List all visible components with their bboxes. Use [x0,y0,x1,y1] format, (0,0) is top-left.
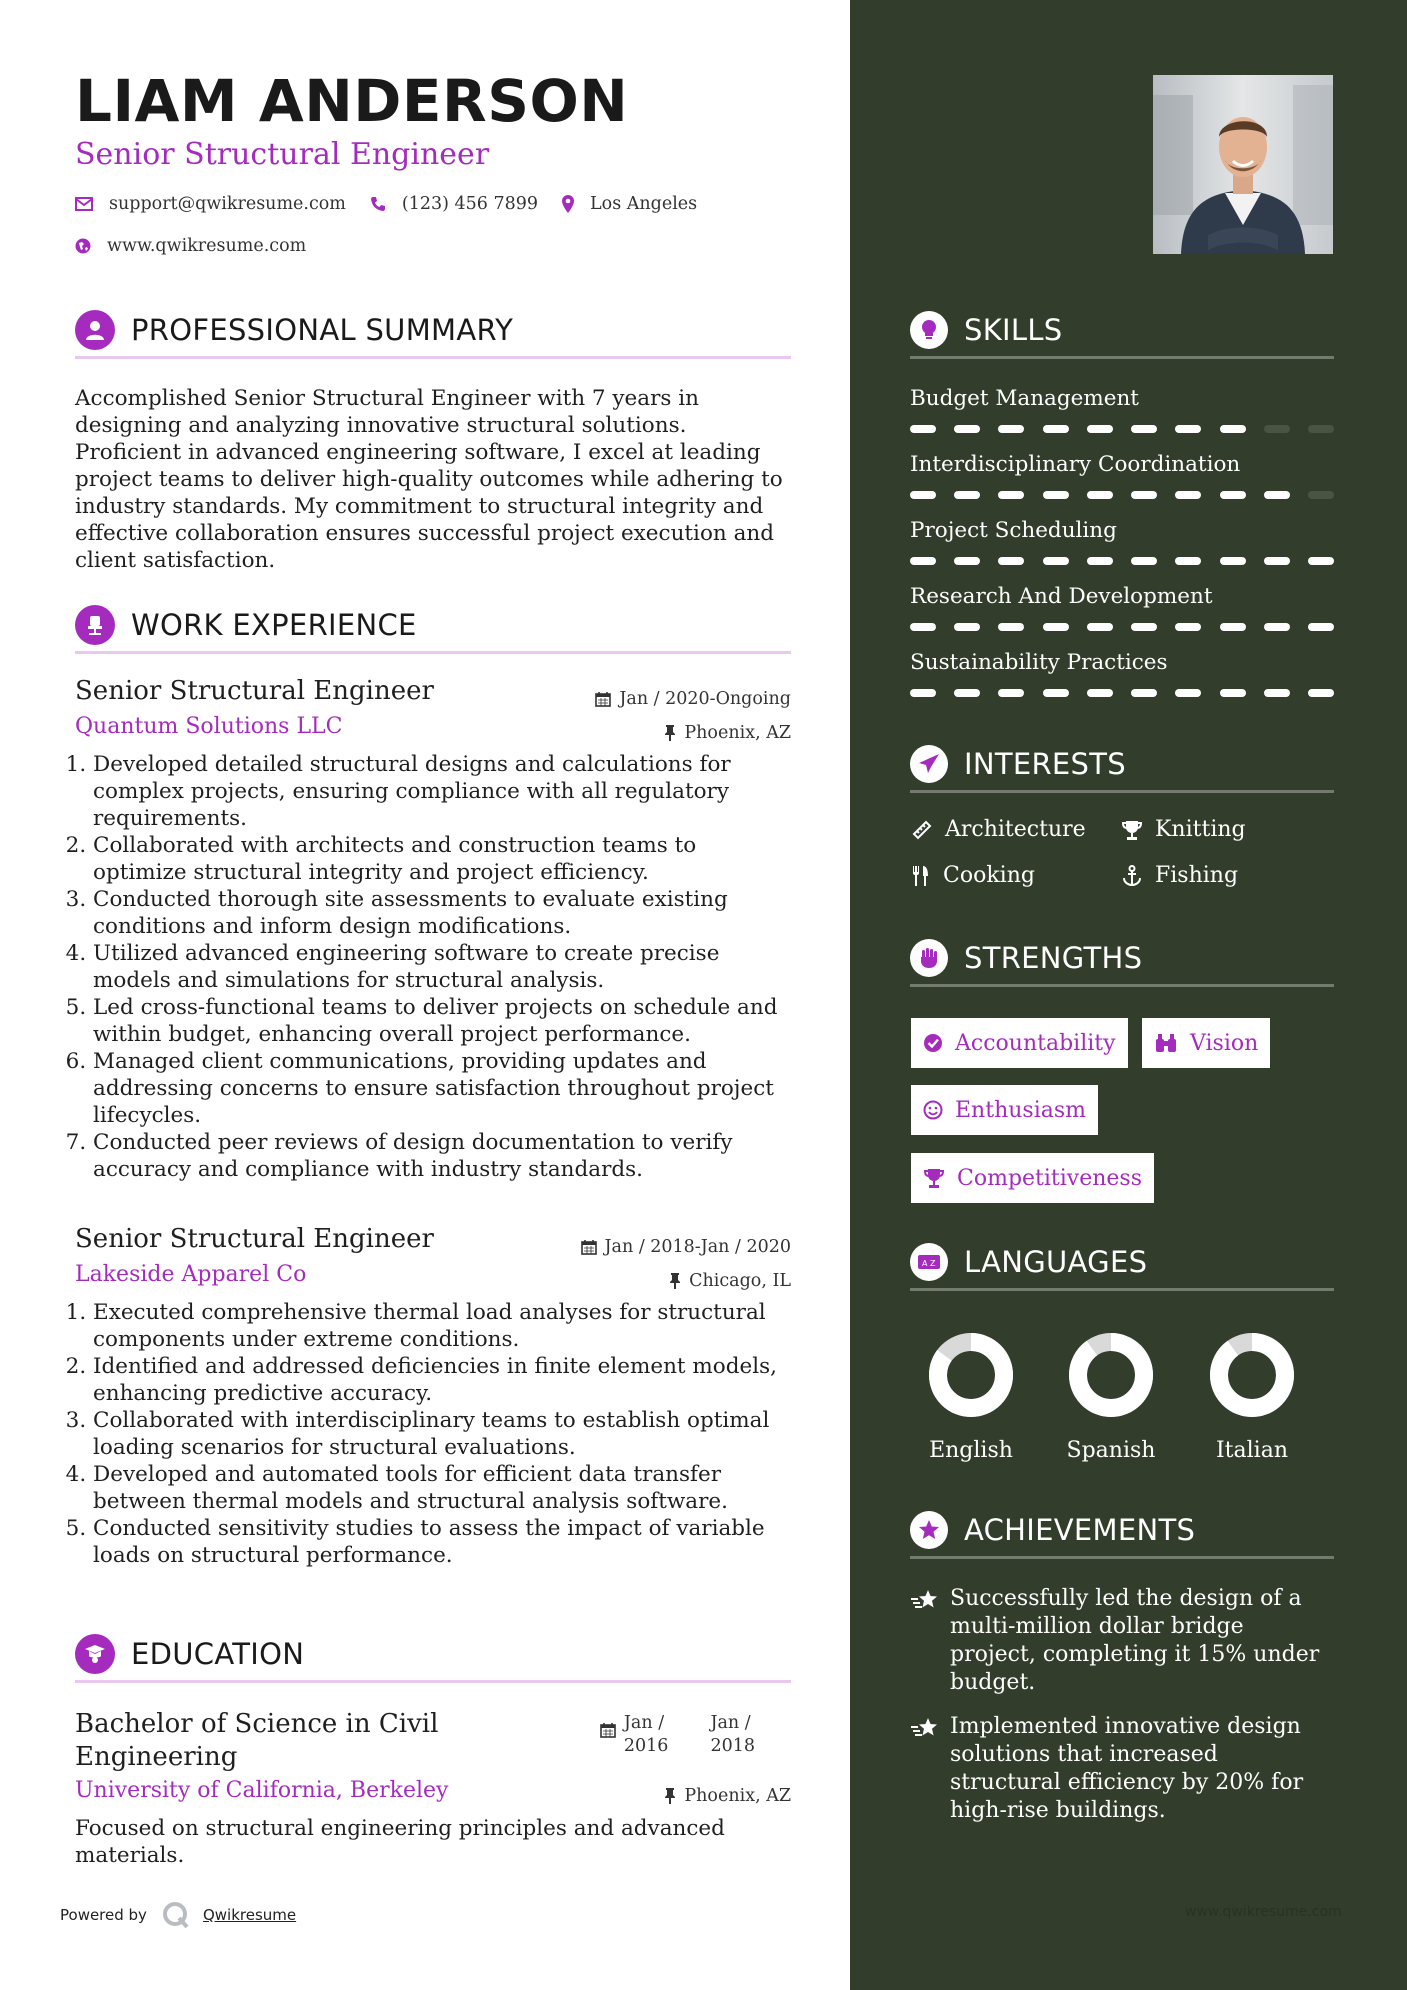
job-location-text: Phoenix, AZ [684,723,791,743]
skill-level-segment [1131,557,1157,565]
interests-heading [910,747,1334,793]
skill-level-segment [910,425,936,433]
summary-heading-label: PROFESSIONAL SUMMARY [131,312,514,347]
list-item: 1. Executed comprehensive thermal load analyses for structural components under extreme conditions. [93,1299,791,1353]
skill-level-segment [1131,689,1157,697]
phone-icon [370,196,386,212]
skill-level-segment [1043,623,1069,631]
powered-by [60,1900,296,1930]
job-location [669,1271,791,1291]
language-item [1192,1330,1312,1463]
languages-heading-label: LANGUAGES [964,1244,1148,1279]
education-heading [75,1637,791,1683]
achievement-item [910,1585,1334,1697]
skill-item [910,518,1334,565]
skill-level-segment [1131,623,1157,631]
education-location-text: Phoenix, AZ [684,1786,791,1806]
skill-level-segment [1308,425,1334,433]
skill-level-segment [1087,623,1113,631]
skill-level-segment [1264,491,1290,499]
education-start-month: Jan / [623,1713,665,1733]
list-item: 2. Collaborated with architects and construction teams to optimize structural integrity and project efficiency. [93,832,791,886]
contact-email[interactable] [75,194,346,214]
skill-level-segment [1175,557,1201,565]
interest-label: Architecture [945,817,1086,842]
skill-level-segment [1043,491,1069,499]
skill-name: Budget Management [910,386,1139,411]
education-dates [600,1712,755,1758]
contact-row-2 [75,236,330,256]
skill-name: Project Scheduling [910,518,1117,543]
skill-level-segment [1175,689,1201,697]
skill-name: Interdisciplinary Coordination [910,452,1241,477]
skill-level-segment [1087,557,1113,565]
skill-level-segment [1175,491,1201,499]
skill-level-segment [1308,557,1334,565]
envelope-icon [75,197,93,211]
contact-phone[interactable] [370,194,538,214]
job-date [581,1237,791,1257]
pushpin-icon [664,725,676,741]
paper-plane-icon [910,745,948,783]
interest-item [1121,863,1238,888]
ruler-pencil-icon [911,819,933,841]
calendar-icon [600,1722,616,1738]
list-item: 4. Developed and automated tools for efficient data transfer between thermal models and structural analysis software. [93,1461,791,1515]
skills-heading [910,313,1334,359]
skill-level-segment [954,425,980,433]
list-item: 3. Conducted thorough site assessments to evaluate existing conditions and inform design modifications. [93,886,791,940]
interest-item [911,863,1035,888]
skill-level-bar [910,623,1334,631]
skill-level-segment [954,623,980,631]
summary-text: Accomplished Senior Structural Engineer with 7 years in designing and analyzing innovative structural solutions. Proficient in advanced engineering software, I excel at leading project teams to deliver high-quality outcomes while adhering to industry standards. My commitment to structural integrity and effective collaboration ensures successful project execution and client satisfaction. [75,386,783,573]
interest-label: Fishing [1155,863,1239,888]
skill-level-segment [1220,623,1246,631]
skill-level-segment [1131,425,1157,433]
achievement-text: Successfully led the design of a multi-million dollar bridge project, completing it 15% under budget. [950,1586,1320,1695]
profile-photo [1153,75,1333,254]
skill-level-segment [1043,425,1069,433]
education-school: University of California, Berkeley [75,1778,449,1803]
skill-level-segment [1264,689,1290,697]
globe-icon [75,238,91,254]
strength-badge [911,1085,1098,1135]
pushpin-icon [664,1788,676,1804]
skill-level-segment [998,623,1024,631]
shooting-star-icon [910,1717,940,1739]
email-text: support@qwikresume.com [109,194,346,214]
achievements-heading-label: ACHIEVEMENTS [964,1512,1196,1547]
interests-heading-label: INTERESTS [964,746,1126,781]
pushpin-icon [669,1273,681,1289]
strength-label: Accountability [955,1030,1116,1056]
skill-level-segment [910,491,936,499]
language-proficiency-ring [926,1330,1016,1420]
education-heading-label: EDUCATION [131,1636,305,1671]
skill-level-segment [1220,491,1246,499]
interest-item [911,817,1086,842]
education-entry [75,1708,791,1869]
skill-level-segment [1175,623,1201,631]
skill-level-segment [998,557,1024,565]
strength-label: Vision [1190,1030,1259,1056]
skill-level-segment [1264,623,1290,631]
strength-badge [1142,1018,1270,1068]
list-item: 6. Managed client communications, providing updates and addressing concerns to ensure satisfaction throughout project lifecycles. [93,1048,791,1129]
list-item: 5. Led cross-functional teams to deliver projects on schedule and within budget, enhancing overall project performance. [93,994,791,1048]
binoculars-icon [1154,1033,1178,1053]
achievement-text: Implemented innovative design solutions that increased structural efficiency by 20% for high-rise buildings. [950,1714,1304,1823]
education-start-year: 2016 [623,1736,669,1756]
education-description: Focused on structural engineering principles and advanced materials. [75,1816,725,1868]
svg-text:A: A [922,1258,928,1268]
skill-level-segment [954,557,980,565]
education-end-month: Jan / [710,1713,751,1733]
list-item: 2. Identified and addressed deficiencies in finite element models, enhancing predictive accuracy. [93,1353,791,1407]
skill-level-segment [1087,689,1113,697]
skill-level-segment [1264,425,1290,433]
candidate-name: LIAM ANDERSON [75,67,629,135]
strengths-heading-label: STRENGTHS [964,940,1143,975]
skill-item [910,452,1334,499]
skill-item [910,584,1334,631]
footer-website[interactable]: www.qwikresume.com [1185,1904,1342,1920]
language-proficiency-ring [1066,1330,1156,1420]
skill-level-segment [1131,491,1157,499]
skills-heading-label: SKILLS [964,312,1063,347]
language-item [1051,1330,1171,1463]
anchor-icon [1121,865,1143,887]
skill-level-segment [1043,557,1069,565]
qwikresume-logo-icon [161,1900,191,1930]
skill-level-bar [910,491,1334,499]
fist-icon [910,939,948,977]
skill-level-segment [998,491,1024,499]
strength-label: Competitiveness [957,1165,1143,1191]
language-name: Spanish [1066,1438,1156,1463]
job-date [595,689,791,709]
skill-level-bar [910,557,1334,565]
qwikresume-link[interactable]: Qwikresume [202,1906,297,1924]
phone-text: (123) 456 7899 [401,194,539,214]
list-item: 4. Utilized advanced engineering software to create precise models and simulations for structural analysis. [93,940,791,994]
skill-level-segment [910,623,936,631]
education-start [624,1712,669,1758]
job-responsibilities [75,751,791,1183]
translate-icon [910,1243,948,1281]
education-degree-line2: Engineering [75,1742,238,1772]
job-company: Quantum Solutions LLC [75,714,343,739]
skill-level-segment [1220,425,1246,433]
star-badge-icon [910,1511,948,1549]
skill-level-segment [1264,557,1290,565]
language-name: Italian [1215,1438,1288,1463]
job-role: Senior Structural Engineer [75,1224,434,1254]
skill-level-segment [1087,491,1113,499]
achievement-item [910,1713,1334,1825]
job-responsibilities [75,1299,791,1569]
contact-location [562,194,697,214]
office-chair-icon [75,605,115,645]
website-text: www.qwikresume.com [107,236,307,256]
strengths-heading [910,941,1334,987]
interest-label: Knitting [1155,817,1246,842]
contact-website[interactable] [75,236,306,256]
list-item: 7. Conducted peer reviews of design documentation to verify accuracy and compliance with industry standards. [93,1129,791,1183]
education-end-year: 2018 [710,1736,755,1756]
experience-heading-label: WORK EXPERIENCE [131,607,417,642]
skill-item [910,650,1334,697]
strength-badge [911,1153,1154,1203]
job-entry-1 [75,676,791,1183]
shooting-star-icon [910,1589,940,1611]
languages-heading [910,1245,1334,1291]
skill-level-segment [1220,689,1246,697]
check-circle-icon [923,1033,943,1053]
skill-level-bar [910,689,1334,697]
lightbulb-icon [910,311,948,349]
job-location [664,723,791,743]
skill-name: Research And Development [910,584,1213,609]
skill-level-segment [1175,425,1201,433]
graduate-icon [75,1634,115,1674]
skill-level-bar [910,425,1334,433]
skill-level-segment [954,689,980,697]
calendar-icon [581,1239,597,1255]
interest-label: Cooking [943,863,1035,888]
strength-label: Enthusiasm [955,1097,1087,1123]
job-date-text: Jan / 2020-Ongoing [619,689,791,709]
interest-item [1121,817,1246,842]
language-name: English [929,1438,1013,1463]
list-item: 1. Developed detailed structural designs and calculations for complex projects, ensuring compliance with all regulatory requirements. [93,751,791,832]
ring-fill [1219,1342,1285,1408]
skill-level-segment [1220,557,1246,565]
skill-level-segment [998,425,1024,433]
education-degree-line1: Bachelor of Science in Civil [75,1709,439,1739]
svg-text:Z: Z [930,1258,936,1268]
strength-badge [911,1018,1128,1068]
skill-level-segment [910,689,936,697]
trophy-icon [1121,819,1143,841]
skill-level-segment [1308,623,1334,631]
skill-level-segment [1043,689,1069,697]
summary-heading [75,313,791,359]
powered-by-label: Powered by [60,1906,147,1924]
skill-item [910,386,1334,433]
skill-level-segment [954,491,980,499]
person-icon [75,310,115,350]
trophy-icon [923,1167,945,1189]
smile-icon [923,1100,943,1120]
skill-level-segment [1087,425,1113,433]
cutlery-icon [911,865,931,887]
location-text: Los Angeles [590,194,698,214]
language-item [911,1330,1031,1463]
experience-heading [75,608,791,654]
ring-fill [1078,1342,1144,1408]
job-role: Senior Structural Engineer [75,676,434,706]
education-location [664,1786,791,1806]
education-end [710,1712,755,1758]
contact-row-1 [75,194,721,214]
candidate-title: Senior Structural Engineer [75,137,490,172]
list-item: 5. Conducted sensitivity studies to assess the impact of variable loads on structural performance. [93,1515,791,1569]
achievements-heading [910,1513,1334,1559]
calendar-icon [595,691,611,707]
skill-level-segment [1308,689,1334,697]
job-company: Lakeside Apparel Co [75,1262,307,1287]
skill-level-segment [998,689,1024,697]
language-proficiency-ring [1207,1330,1297,1420]
job-location-text: Chicago, IL [689,1271,791,1291]
map-pin-icon [562,195,574,213]
skill-name: Sustainability Practices [910,650,1168,675]
skill-level-segment [1308,491,1334,499]
job-entry-2 [75,1224,791,1569]
job-date-text: Jan / 2018-Jan / 2020 [604,1237,791,1257]
skill-level-segment [910,557,936,565]
list-item: 3. Collaborated with interdisciplinary teams to establish optimal loading scenarios for structural evaluations. [93,1407,791,1461]
